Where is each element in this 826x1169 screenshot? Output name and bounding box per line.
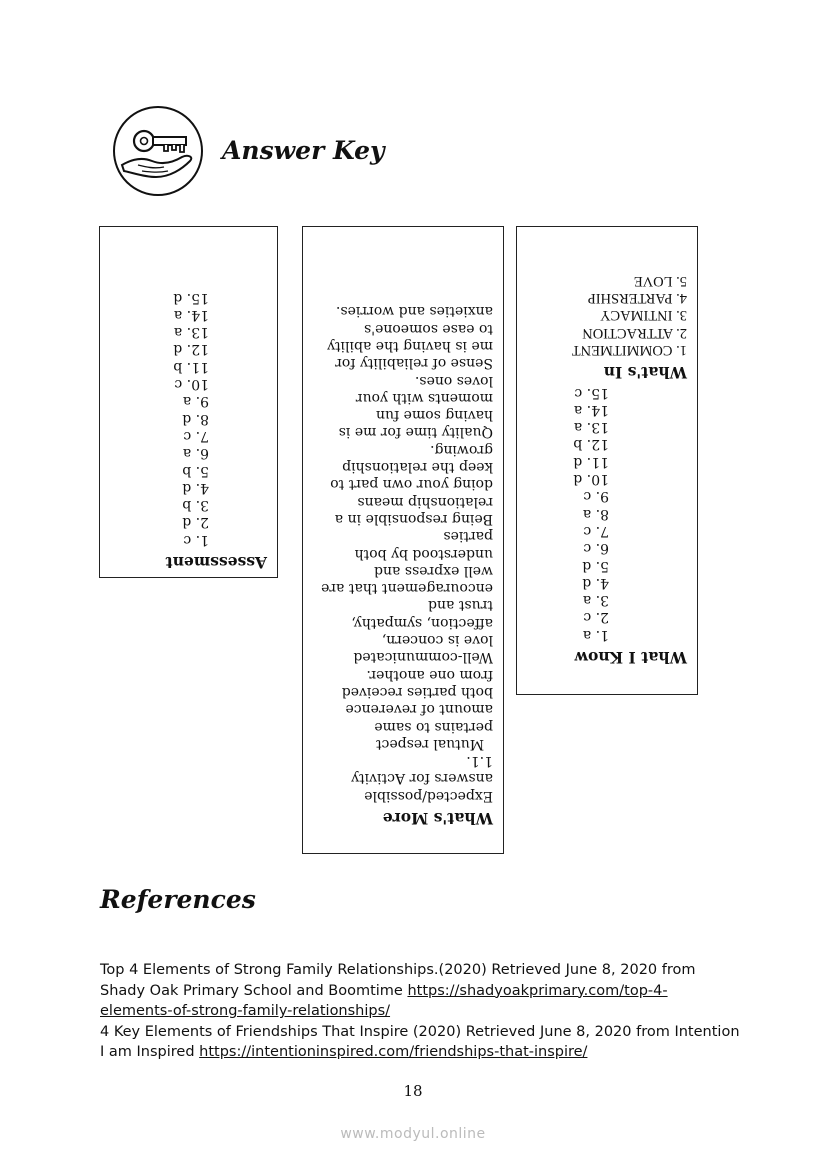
whats-more-line: parties <box>443 528 493 545</box>
assessment-list <box>110 288 267 547</box>
whats-more-line: loves ones. <box>414 372 493 389</box>
whats-more-text <box>313 302 493 804</box>
whats-more-line: 1.1. <box>466 753 493 770</box>
whats-more-box <box>302 226 504 854</box>
whats-more-line: Well-communicated <box>353 649 493 666</box>
whats-more-line: moments with your <box>355 389 493 406</box>
whats-more-line: me is having the ability <box>327 337 493 354</box>
what-i-know-item: 7. c <box>583 522 609 539</box>
what-i-know-item: 1. a <box>582 626 609 643</box>
whats-more-line: encouragement that are <box>321 580 493 597</box>
whats-more-line: keep the relationship <box>342 459 493 476</box>
assessment-item: 2. d <box>182 514 209 531</box>
whats-more-line: Expected/possible <box>364 787 493 804</box>
assessment-item: 13. a <box>173 324 209 341</box>
what-i-know-box <box>516 226 698 695</box>
assessment-item: 9. a <box>182 393 209 410</box>
assessment-item: 8. d <box>182 410 209 427</box>
what-i-know-item: 12. b <box>573 436 609 453</box>
whats-more-line: to ease someone's <box>364 320 493 337</box>
assessment-item: 14. a <box>173 306 209 323</box>
whats-more-line: Quality time for me is <box>338 424 493 441</box>
whats-more-line: anxieties and worries. <box>335 303 493 320</box>
answer-key-title: Answer Key <box>222 136 385 165</box>
what-i-know-item: 8. a <box>582 505 609 522</box>
references-list <box>100 960 740 1063</box>
assessment-item: 15. d <box>173 289 209 306</box>
assessment-item: 5. b <box>182 462 209 479</box>
whats-more-line: amount of reverence <box>345 701 493 718</box>
what-i-know-item: 4. d <box>582 574 609 591</box>
what-i-know-item: 14. a <box>573 401 609 418</box>
assessment-item: 3. b <box>182 497 209 514</box>
whats-more-line: growing. <box>430 441 493 458</box>
whats-in-item: 5. LOVE <box>633 272 687 289</box>
what-i-know-item: 15. c <box>574 384 609 401</box>
what-i-know-item: 9. c <box>583 488 609 505</box>
whats-more-line: well express and <box>374 562 493 579</box>
assessment-item: 11. b <box>173 358 209 375</box>
what-i-know-list <box>527 383 687 642</box>
whats-in-title: What's In <box>603 363 687 383</box>
reference-entry <box>100 960 740 1022</box>
whats-more-line: doing your own part to <box>330 476 493 493</box>
assessment-title: Assessment <box>165 553 267 572</box>
whats-more-line: having some fun <box>375 407 493 424</box>
whats-in-list <box>527 271 687 357</box>
whats-more-line: relationship means <box>357 493 493 510</box>
what-i-know-item: 5. d <box>582 557 609 574</box>
whats-more-line: understood by both <box>354 545 493 562</box>
whats-more-line: pertains to same <box>374 718 493 735</box>
references-title: References <box>100 885 256 914</box>
what-i-know-title: What I Know <box>574 648 687 667</box>
whats-more-line: from one another. <box>366 666 493 683</box>
assessment-item: 6. a <box>182 445 209 462</box>
whats-in-item: 2. ATTRACTION <box>582 324 687 341</box>
assessment-item: 4. d <box>182 479 209 496</box>
reference-text: Top 4 Elements of Strong Family Relationships.(2020) Retrieved June 8, 2020 from Shady Oak Primary School and Boomtime <box>100 962 696 999</box>
whats-more-line: love is concern, <box>381 632 493 649</box>
whats-more-line: trust and <box>428 597 493 614</box>
whats-more-line: Sense of reliability for <box>335 355 493 372</box>
what-i-know-item: 10. d <box>573 471 609 488</box>
whats-in-item: 3. INTIMACY <box>600 307 687 324</box>
assessment-item: 1. c <box>183 531 209 548</box>
watermark: www.modyul.online <box>340 1126 486 1142</box>
whats-more-line: Mutual respect <box>375 735 493 752</box>
assessment-item: 12. d <box>173 341 209 358</box>
whats-in-item: 1. COMMITMENT <box>571 341 687 358</box>
whats-more-line: both parties received <box>341 683 493 700</box>
what-i-know-item: 3. a <box>582 592 609 609</box>
whats-more-line: affection, sympathy, <box>351 614 493 631</box>
key-in-hand-icon <box>112 105 204 197</box>
assessment-item: 7. c <box>183 427 209 444</box>
page-number: 18 <box>403 1082 423 1100</box>
answer-key-logo <box>112 105 204 197</box>
whats-more-title: What's More <box>382 809 493 828</box>
reference-link[interactable]: https://intentioninspired.com/friendships-that-inspire/ <box>199 1044 588 1061</box>
what-i-know-item: 11. d <box>573 453 609 470</box>
what-i-know-item: 13. a <box>573 419 609 436</box>
reference-link[interactable]: https://shadyoakprimary.com/top-4-elements-of-strong-family-relationships/ <box>100 982 668 1020</box>
whats-more-line: answers for Activity <box>351 770 493 787</box>
assessment-box <box>99 226 278 578</box>
whats-more-line: Being responsible in a <box>334 510 493 527</box>
assessment-item: 10. c <box>174 376 209 393</box>
reference-entry <box>100 1022 740 1063</box>
what-i-know-item: 2. c <box>583 609 609 626</box>
whats-in-item: 4. PARTERSHIP <box>587 290 687 307</box>
what-i-know-item: 6. c <box>583 540 609 557</box>
reference-text: 4 Key Elements of Friendships That Inspire (2020) Retrieved June 8, 2020 from Intention I am Inspired <box>100 1023 740 1061</box>
